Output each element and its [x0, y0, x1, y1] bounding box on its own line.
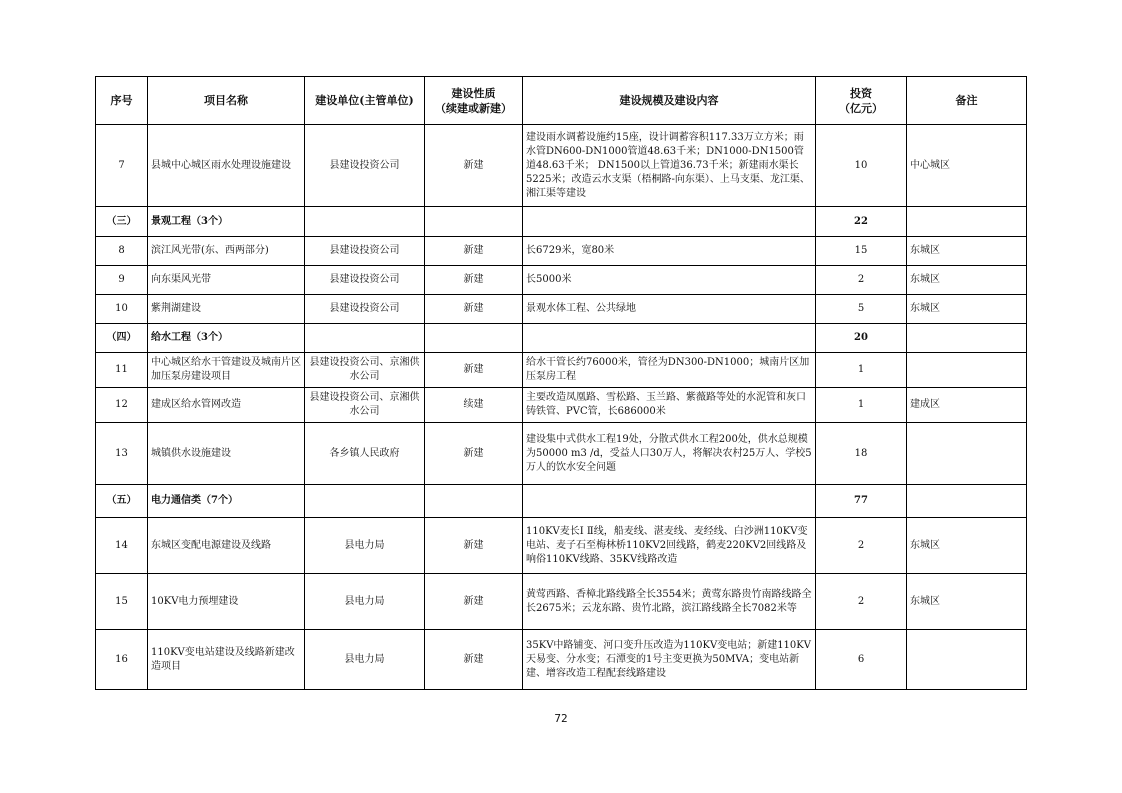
table-row [96, 353, 1027, 388]
row-invest: 10 [816, 125, 907, 207]
row-unit: 县建设投资公司、京湘供水公司 [305, 388, 425, 423]
row-note: 中心城区 [907, 125, 1027, 207]
row-scope: 110KV麦长Ⅰ Ⅱ线，船麦线、湛麦线、麦经线、白沙洲110KV变电站、麦子石至梅林桥110KV2回线路，鹤麦220KV2回线路及响俗110KV线路、35KV线路改造 [523, 518, 816, 574]
header-scope: 建设规模及建设内容 [523, 77, 816, 125]
row-nature: 新建 [425, 125, 523, 207]
row-note: 东城区 [907, 574, 1027, 630]
section-no: （四） [96, 324, 148, 353]
row-unit: 县建设投资公司 [305, 266, 425, 295]
section-no: （五） [96, 485, 148, 518]
header-no: 序号 [96, 77, 148, 125]
row-unit: 县建设投资公司 [305, 295, 425, 324]
row-no: 12 [96, 388, 148, 423]
row-nature: 新建 [425, 518, 523, 574]
row-scope: 建设雨水调蓄设施约15座，设计调蓄容积117.33万立方米；雨水管DN600-DN1000管道48.63千米；DN1000-DN1500管道48.63千米； DN1500以上管道36.73千米；新建雨水渠长5225米；改造云水支渠（梧桐路-向东渠）、上马支渠、龙江渠、湘江渠等建设 [523, 125, 816, 207]
row-name: 东城区变配电源建设及线路 [148, 518, 305, 574]
row-name: 110KV变电站建设及线路新建改造项目 [148, 630, 305, 690]
row-scope: 长6729米，宽80米 [523, 237, 816, 266]
table-row [96, 388, 1027, 423]
header-nature-line1: 建设性质 [451, 86, 496, 100]
row-name: 向东渠风光带 [148, 266, 305, 295]
row-nature: 新建 [425, 237, 523, 266]
table-row [96, 295, 1027, 324]
section-scope [523, 207, 816, 237]
table-row [96, 237, 1027, 266]
section-invest: 77 [816, 485, 907, 518]
section-nature [425, 207, 523, 237]
row-no: 16 [96, 630, 148, 690]
row-scope: 35KV中路铺变、河口变升压改造为110KV变电站；新建110KV天易变、分水变；石潭变的1号主变更换为50MVA；变电站新建、增容改造工程配套线路建设 [523, 630, 816, 690]
table-row [96, 423, 1027, 485]
row-invest: 2 [816, 266, 907, 295]
row-unit: 县电力局 [305, 630, 425, 690]
row-name: 滨江风光带(东、西两部分) [148, 237, 305, 266]
header-invest-line1: 投资 [850, 86, 872, 100]
header-invest-line2: （亿元） [839, 101, 883, 115]
row-nature: 新建 [425, 353, 523, 388]
section-row [96, 207, 1027, 237]
section-unit [305, 485, 425, 518]
row-note: 建成区 [907, 388, 1027, 423]
row-note: 东城区 [907, 266, 1027, 295]
row-scope: 景观水体工程、公共绿地 [523, 295, 816, 324]
row-unit: 县建设投资公司、京湘供水公司 [305, 353, 425, 388]
row-note: 东城区 [907, 295, 1027, 324]
table-header-row [96, 77, 1027, 125]
row-scope: 黄莺西路、香樟北路线路全长3554米；黄莺东路贵竹南路线路全长2675米；云龙东路、贵竹北路，滨江路线路全长7082米等 [523, 574, 816, 630]
section-note [907, 485, 1027, 518]
row-unit: 县电力局 [305, 574, 425, 630]
section-scope [523, 324, 816, 353]
row-nature: 新建 [425, 423, 523, 485]
row-nature: 新建 [425, 266, 523, 295]
section-name: 电力通信类（7个） [148, 485, 305, 518]
row-invest: 6 [816, 630, 907, 690]
header-nature [425, 77, 523, 125]
section-row [96, 485, 1027, 518]
row-name: 紫荆湖建设 [148, 295, 305, 324]
row-name: 中心城区给水干管建设及城南片区加压泵房建设项目 [148, 353, 305, 388]
section-name: 给水工程（3个） [148, 324, 305, 353]
table-row [96, 574, 1027, 630]
row-no: 15 [96, 574, 148, 630]
section-row [96, 324, 1027, 353]
row-scope: 建设集中式供水工程19处，分散式供水工程200处，供水总规模为50000 m3 /d，受益人口30万人，将解决农村25万人、学校5万人的饮水安全问题 [523, 423, 816, 485]
row-nature: 新建 [425, 295, 523, 324]
row-no: 8 [96, 237, 148, 266]
row-note: 东城区 [907, 518, 1027, 574]
section-note [907, 324, 1027, 353]
row-nature: 新建 [425, 574, 523, 630]
row-unit: 县建设投资公司 [305, 237, 425, 266]
project-table [95, 76, 1027, 690]
row-name: 城镇供水设施建设 [148, 423, 305, 485]
row-name: 10KV电力预埋建设 [148, 574, 305, 630]
section-invest: 20 [816, 324, 907, 353]
section-unit [305, 207, 425, 237]
row-no: 13 [96, 423, 148, 485]
header-name: 项目名称 [148, 77, 305, 125]
row-invest: 1 [816, 353, 907, 388]
page-number: 72 [554, 712, 568, 725]
section-scope [523, 485, 816, 518]
row-note [907, 630, 1027, 690]
row-invest: 2 [816, 574, 907, 630]
row-invest: 15 [816, 237, 907, 266]
table-row [96, 125, 1027, 207]
row-no: 7 [96, 125, 148, 207]
header-nature-line2: （续建或新建） [435, 101, 512, 115]
row-unit: 县建设投资公司 [305, 125, 425, 207]
row-no: 11 [96, 353, 148, 388]
section-invest: 22 [816, 207, 907, 237]
row-name: 县城中心城区雨水处理设施建设 [148, 125, 305, 207]
row-nature: 续建 [425, 388, 523, 423]
table-row [96, 266, 1027, 295]
row-note [907, 423, 1027, 485]
row-invest: 2 [816, 518, 907, 574]
section-nature [425, 485, 523, 518]
section-name: 景观工程（3个） [148, 207, 305, 237]
row-invest: 5 [816, 295, 907, 324]
row-scope: 长5000米 [523, 266, 816, 295]
row-invest: 1 [816, 388, 907, 423]
row-no: 14 [96, 518, 148, 574]
row-unit: 各乡镇人民政府 [305, 423, 425, 485]
section-nature [425, 324, 523, 353]
row-note: 东城区 [907, 237, 1027, 266]
row-no: 9 [96, 266, 148, 295]
row-note [907, 353, 1027, 388]
header-note: 备注 [907, 77, 1027, 125]
row-unit: 县电力局 [305, 518, 425, 574]
table-row [96, 518, 1027, 574]
row-scope: 给水干管长约76000米，管径为DN300-DN1000；城南片区加压泵房工程 [523, 353, 816, 388]
header-unit: 建设单位(主管单位) [305, 77, 425, 125]
section-unit [305, 324, 425, 353]
row-nature: 新建 [425, 630, 523, 690]
row-no: 10 [96, 295, 148, 324]
row-scope: 主要改造凤凰路、雪松路、玉兰路、紫薇路等处的水泥管和灰口铸铁管、PVC管，长686000米 [523, 388, 816, 423]
row-invest: 18 [816, 423, 907, 485]
section-note [907, 207, 1027, 237]
header-invest [816, 77, 907, 125]
section-no: （三） [96, 207, 148, 237]
table-row [96, 630, 1027, 690]
row-name: 建成区给水管网改造 [148, 388, 305, 423]
